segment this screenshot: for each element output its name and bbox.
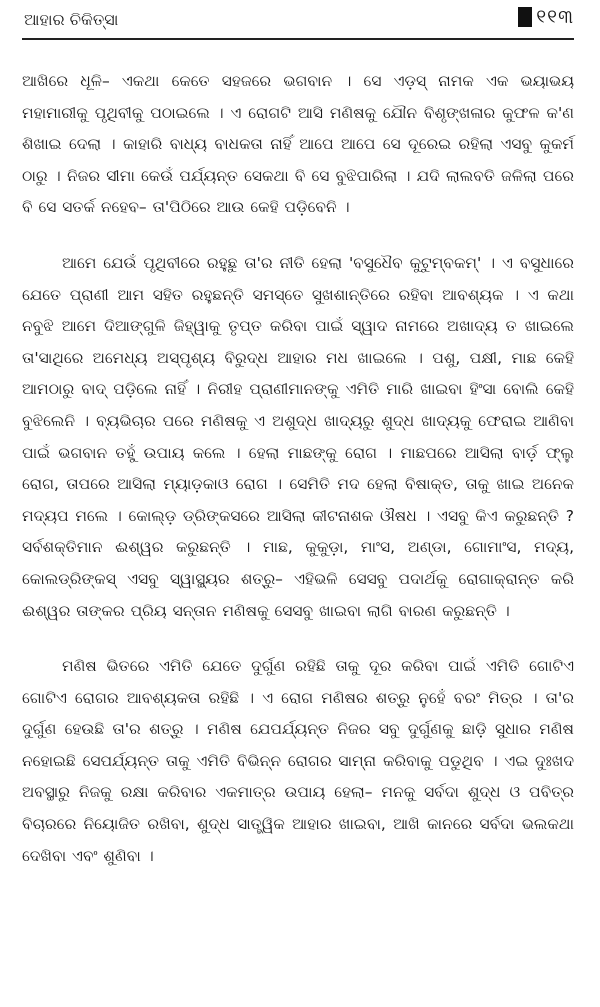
running-title: ଆହାର ଚିକିତ୍ସା <box>24 10 119 29</box>
header-rule <box>22 38 574 40</box>
page-number: ୧୧୩ <box>536 6 574 28</box>
page-header <box>22 0 574 40</box>
paragraph-3: ମଣିଷ ଭିତରେ ଏମିତି ଯେତେ ଦୁର୍ଗୁଣ ରହିଛି ତାକୁ ଦୂର କରିବା ପାଇଁ ଏମିତି ଗୋଟିଏ ଗୋଟିଏ ରୋଗର ଆବଶ୍ୟକତା ରହିଛି । ଏ ରୋଗ ମଣିଷର ଶତ୍ରୁ ନୁହେଁ ବରଂ ମିତ୍ର । ତା'ର ଦୁର୍ଗୁଣ ହେଉଛି ତା'ର ଶତ୍ରୁ । ମଣିଷ ଯେପର୍ଯ୍ୟନ୍ତ ନିଜର ସବୁ ଦୁର୍ଗୁଣକୁ ଛାଡ଼ି ସୁଧାର ମଣିଷ ନହୋଇଛି ସେପର୍ଯ୍ୟନ୍ତ ତାକୁ ଏମିତି ବିଭିନ୍ନ ରୋଗର ସାମ୍ନା କରିବାକୁ ପଡୁଥିବ । ଏଇ ଦୁଃଖଦ ଅବସ୍ଥାରୁ ନିଜକୁ ରକ୍ଷା କରିବାର ଏକମାତ୍ର ଉପାୟ ହେଲା– ମନକୁ ସର୍ବଦା ଶୁଦ୍ଧ ଓ ପବିତ୍ର ବିଚାରରେ ନିୟୋଜିତ ରଖିବା, ଶୁଦ୍ଧ ସାତ୍ତ୍ୱିକ ଆହାର ଖାଇବା, ଆଖି କାନରେ ସର୍ବଦା ଭଲକଥା ଦେଖିବା ଏବଂ ଶୁଣିବା । <box>22 657 574 865</box>
page-number-block <box>518 6 574 28</box>
paragraph-1: ଆଖିରେ ଧୂଳି– ଏକଥା କେତେ ସହଜରେ ଭଗବାନ । ସେ ଏଡ଼ସ୍ ନାମକ ଏକ ଭୟାଭୟ ମହାମାରୀକୁ ପୃଥିବୀକୁ ପଠାଇଲେ । ଏ ରୋଗଟି ଆସି ମଣିଷକୁ ଯୌନ ବିଶୃଙ୍ଖଳାର କୁଫଳ କ'ଣ ଶିଖାଇ ଦେଲା । କାହାରି ବାଧ୍ୟ ବାଧକତା ନାହିଁ ଆପେ ଆପେ ସେ ଦୂରେଇ ରହିଲା ଏସବୁ କୁକର୍ମ ଠାରୁ । ନିଜର ସୀମା କେଉଁ ପର୍ଯ୍ୟନ୍ତ ସେକଥା ବି ସେ ବୁଝିପାରିଲା । ଯଦି ଲାଲବତି ଜଳିଲା ପରେ ବି ସେ ସତର୍କ ନହେବ– ତା'ପିଠିରେ ଆଉ କେହି ପଡ଼ିବେନି । <box>22 72 574 217</box>
black-square-marker-icon <box>518 7 532 27</box>
body-text <box>22 66 574 872</box>
paragraph-2: ଆମେ ଯେଉଁ ପୃଥିବୀରେ ରହୁଛୁ ତା'ର ନୀତି ହେଲା 'ବସୁଧୈବ କୁଟୁମ୍ବକମ୍' । ଏ ବସୁଧାରେ ଯେତେ ପ୍ରାଣୀ ଆମ ସହିତ ରହୁଛନ୍ତି ସମସ୍ତେ ସୁଖଶାନ୍ତିରେ ରହିବା ଆବଶ୍ୟକ । ଏ କଥା ନବୁଝି ଆମେ ଦିଆଙ୍ଗୁଳି ଜିହ୍ୱାକୁ ତୃପ୍ତ କରିବା ପାଇଁ ସ୍ୱାଦ ନାମରେ ଅଖାଦ୍ୟ ତ ଖାଇଲେ ତା'ସାଥିରେ ଅମେଧ୍ୟ ଅସ୍ପୃଶ୍ୟ ବିରୁଦ୍ଧ ଆହାର ମଧ ଖାଇଲେ । ପଶୁ, ପକ୍ଷୀ, ମାଛ କେହି ଆମଠାରୁ ବାଦ୍ ପଡ଼ିଲେ ନାହିଁ । ନିରୀହ ପ୍ରାଣୀମାନଙ୍କୁ ଏମିତି ମାରି ଖାଇବା ହିଂସା ବୋଲି କେହି ବୁଝିଲେନି । ବ୍ୟଭିଚାର ପରେ ମଣିଷକୁ ଏ ଅଶୁଦ୍ଧ ଖାଦ୍ୟରୁ ଶୁଦ୍ଧ ଖାଦ୍ୟକୁ ଫେରାଇ ଆଣିବା ପାଇଁ ଭଗବାନ ତହୁଁ ଉପାୟ କଲେ । ହେଲା ମାଛଙ୍କୁ ରୋଗ । ମାଛପରେ ଆସିଲା ବାର୍ଡ଼ ଫ୍ଲୁ ରୋଗ, ତାପରେ ଆସିଲା ମ୍ୟାଡ଼କାଓ ରୋଗ । ସେମିତି ମଦ ହେଲା ବିଷାକ୍ତ, ତାକୁ ଖାଇ ଅନେକ ମଦ୍ୟପ ମଲେ । କୋଲ୍ଡ଼ ଡ୍ରିଙ୍କସରେ ଆସିଲା କୀଟନାଶକ ଔଷଧ । ଏସବୁ କିଏ କରୁଛନ୍ତି ? ସର୍ବଶକ୍ତିମାନ ଈଶ୍ୱର କରୁଛନ୍ତି । ମାଛ, କୁକୁଡ଼ା, ମାଂସ, ଅଣ୍ଡା, ଗୋମାଂସ, ମଦ୍ୟ, କୋଲଡ୍ରିଙ୍କସ୍ ଏସବୁ ସ୍ୱାସ୍ଥ୍ୟର ଶତ୍ରୁ– ଏହିଭଳି ସେସବୁ ପଦାର୍ଥକୁ ରୋଗାକ୍ରାନ୍ତ କରି ଈଶ୍ୱର ତାଙ୍କର ପ୍ରିୟ ସନ୍ତାନ ମଣିଷକୁ ସେସବୁ ଖାଇବା ଲାଗି ବାରଣ କରୁଛନ୍ତି । <box>22 253 574 620</box>
